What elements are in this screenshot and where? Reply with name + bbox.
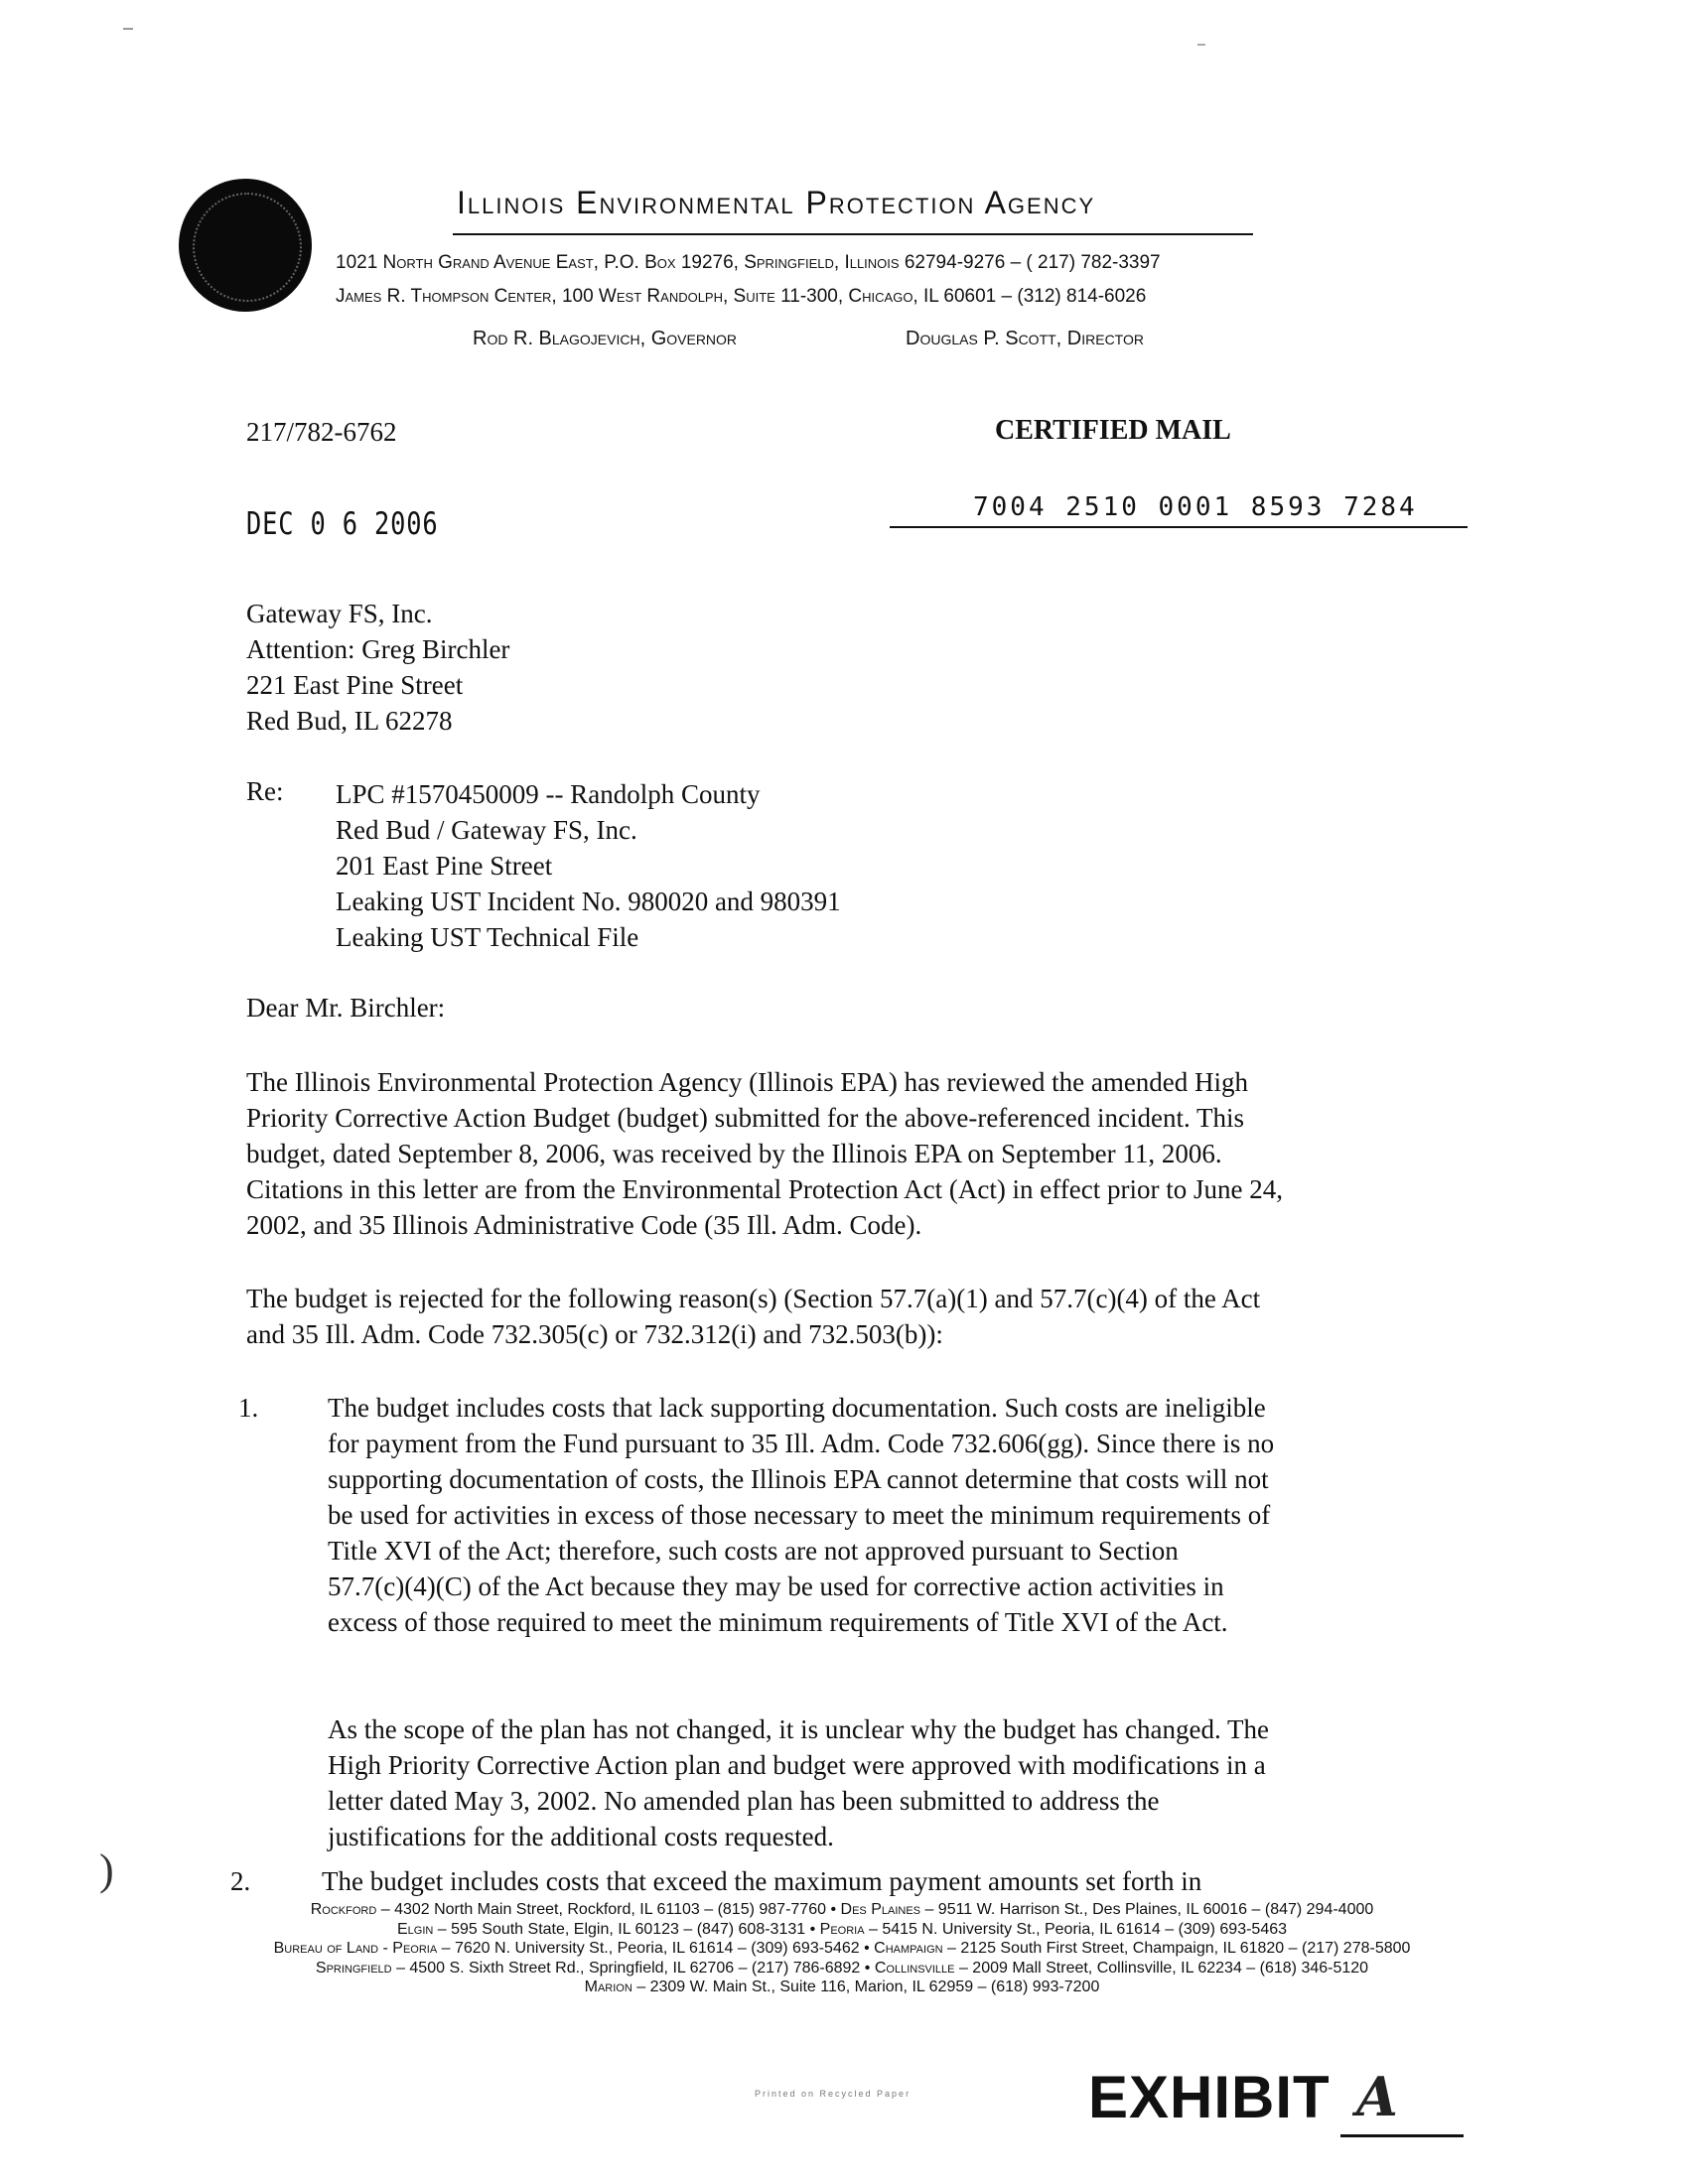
re-line: Red Bud / Gateway FS, Inc. bbox=[336, 815, 637, 845]
footer-separator: • bbox=[830, 1901, 837, 1918]
footer-line bbox=[0, 1959, 1684, 1979]
item-1-text bbox=[328, 1390, 1450, 1640]
footer-address: – 5415 N. University St., Peoria, IL 61614 – (309) 693-5463 bbox=[869, 1920, 1288, 1938]
footer-address: – 9511 W. Harrison St., Des Plaines, IL 60016 – (847) 294-4000 bbox=[924, 1901, 1374, 1918]
addressee-line: 221 East Pine Street bbox=[246, 670, 464, 700]
footer-city: Bureau of Land - Peoria bbox=[273, 1940, 438, 1957]
re-line: LPC #1570450009 -- Randolph County bbox=[336, 779, 761, 809]
footer-city: Elgin bbox=[396, 1920, 434, 1938]
re-line: Leaking UST Technical File bbox=[336, 922, 639, 952]
scan-speck bbox=[1197, 44, 1205, 46]
paragraph-line: The Illinois Environmental Protection Agency (Illinois EPA) has reviewed the amended High bbox=[246, 1067, 1249, 1097]
footer-line bbox=[0, 1978, 1684, 1997]
item-line: justifications for the additional costs requested. bbox=[328, 1822, 834, 1851]
item-line: 57.7(c)(4)(C) of the Act because they may be used for corrective action activities in bbox=[328, 1571, 1224, 1601]
footer-line bbox=[0, 1900, 1684, 1920]
director-name: Douglas P. Scott, Director bbox=[906, 328, 1144, 349]
re-label: Re: bbox=[246, 776, 284, 806]
certified-mail-heading: CERTIFIED MAIL bbox=[995, 415, 1231, 446]
re-block bbox=[336, 776, 841, 955]
footer-address: – 595 South State, Elgin, IL 60123 – (847) 608-3131 bbox=[437, 1920, 806, 1938]
paragraph-line: 2002, and 35 Illinois Administrative Code (35 Ill. Adm. Code). bbox=[246, 1210, 922, 1240]
certified-mail-tracking-number: 7004 2510 0001 8593 7284 bbox=[973, 492, 1418, 522]
footer-address: – 2125 South First Street, Champaign, IL 61820 – (217) 278-5800 bbox=[947, 1940, 1411, 1957]
agency-seal-ring bbox=[193, 193, 302, 302]
footer-address: – 4500 S. Sixth Street Rd., Springfield, IL 62706 – (217) 786-6892 bbox=[396, 1959, 861, 1977]
footer-address: – 2009 Mall Street, Collinsville, IL 62234 – (618) 346-5120 bbox=[958, 1959, 1369, 1977]
exhibit-stamp-label: EXHIBIT bbox=[1088, 2064, 1331, 2130]
paragraph-line: The budget is rejected for the following reason(s) (Section 57.7(a)(1) and 57.7(c)(4) of the Act bbox=[246, 1284, 1261, 1313]
footer-line bbox=[0, 1920, 1684, 1940]
paragraph-rejection-basis bbox=[246, 1281, 1458, 1352]
footer-city: Peoria bbox=[819, 1920, 865, 1938]
scan-speck bbox=[123, 28, 133, 30]
paragraph-review-summary bbox=[246, 1064, 1458, 1243]
footer-city: Des Plaines bbox=[840, 1901, 920, 1918]
item-line: As the scope of the plan has not changed, it is unclear why the budget has changed. The bbox=[328, 1714, 1269, 1744]
footer-city: Collinsville bbox=[874, 1959, 955, 1977]
footer-city: Champaign bbox=[874, 1940, 943, 1957]
footer-separator: • bbox=[864, 1940, 870, 1957]
item-line: letter dated May 3, 2002. No amended plan has been submitted to address the bbox=[328, 1786, 1160, 1816]
item-line: supporting documentation of costs, the Illinois EPA cannot determine that costs will not bbox=[328, 1464, 1269, 1494]
footer-separator: • bbox=[864, 1959, 871, 1977]
agency-address-springfield: 1021 North Grand Avenue East, P.O. Box 19276, Springfield, Illinois 62794-9276 – ( 217) 782-3397 bbox=[336, 252, 1161, 273]
paragraph-line: and 35 Ill. Adm. Code 732.305(c) or 732.312(i) and 732.503(b)): bbox=[246, 1319, 943, 1349]
item-line: for payment from the Fund pursuant to 35 Ill. Adm. Code 732.606(gg). Since there is no bbox=[328, 1429, 1275, 1458]
item-line: be used for activities in excess of those necessary to meet the minimum requirements of bbox=[328, 1500, 1271, 1530]
paragraph-line: budget, dated September 8, 2006, was received by the Illinois EPA on September 11, 2006. bbox=[246, 1139, 1222, 1168]
footer-line bbox=[0, 1939, 1684, 1959]
footer-city: Springfield bbox=[315, 1959, 392, 1977]
agency-address-chicago: James R. Thompson Center, 100 West Randolph, Suite 11-300, Chicago, IL 60601 – (312) 814-6026 bbox=[336, 286, 1147, 307]
footer-address: – 7620 N. University St., Peoria, IL 61614 – (309) 693-5462 bbox=[441, 1940, 860, 1957]
recycled-paper-note: Printed on Recycled Paper bbox=[755, 2089, 912, 2099]
paragraph-line: Priority Corrective Action Budget (budget) submitted for the above-referenced incident. This bbox=[246, 1103, 1244, 1133]
footer-city: Marion bbox=[584, 1979, 632, 1995]
item-line: The budget includes costs that lack supporting documentation. Such costs are ineligible bbox=[328, 1393, 1266, 1423]
item-number: 1. bbox=[238, 1393, 259, 1423]
salutation: Dear Mr. Birchler: bbox=[246, 993, 446, 1023]
agency-name: Illinois Environmental Protection Agency bbox=[457, 185, 1096, 220]
exhibit-underline bbox=[1340, 2134, 1464, 2137]
re-line: 201 East Pine Street bbox=[336, 851, 553, 881]
footer-address: – 2309 W. Main St., Suite 116, Marion, IL 62959 – (618) 993-7200 bbox=[636, 1979, 1100, 1995]
letterhead-divider bbox=[453, 233, 1253, 235]
item-line: High Priority Corrective Action plan and budget were approved with modifications in a bbox=[328, 1750, 1266, 1780]
addressee-line: Attention: Greg Birchler bbox=[246, 634, 510, 664]
item-line: Title XVI of the Act; therefore, such costs are not approved pursuant to Section bbox=[328, 1536, 1179, 1566]
margin-bracket-mark: ) bbox=[99, 1845, 114, 1894]
footer-separator: • bbox=[809, 1920, 816, 1938]
governor-name: Rod R. Blagojevich, Governor bbox=[473, 328, 738, 349]
regional-offices-footer bbox=[0, 1900, 1684, 1997]
item-number: 2. bbox=[230, 1866, 251, 1896]
addressee-block bbox=[246, 596, 509, 739]
footer-city: Rockford bbox=[310, 1901, 377, 1918]
item-1-additional-note bbox=[328, 1711, 1450, 1854]
item-line: excess of those required to meet the minimum requirements of Title XVI of the Act. bbox=[328, 1607, 1228, 1637]
tracking-underline bbox=[890, 526, 1468, 528]
re-line: Leaking UST Incident No. 980020 and 980391 bbox=[336, 887, 841, 916]
exhibit-handwritten-letter: A bbox=[1356, 2065, 1398, 2128]
paragraph-line: Citations in this letter are from the Environmental Protection Act (Act) in effect prior to June 24, bbox=[246, 1174, 1283, 1204]
item-2-text: The budget includes costs that exceed the maximum payment amounts set forth in bbox=[322, 1866, 1202, 1896]
addressee-line: Gateway FS, Inc. bbox=[246, 599, 433, 628]
date-stamp: DEC 0 6 2006 bbox=[246, 506, 439, 542]
contact-phone: 217/782-6762 bbox=[246, 417, 397, 447]
addressee-line: Red Bud, IL 62278 bbox=[246, 706, 453, 736]
footer-address: – 4302 North Main Street, Rockford, IL 61103 – (815) 987-7760 bbox=[380, 1901, 826, 1918]
